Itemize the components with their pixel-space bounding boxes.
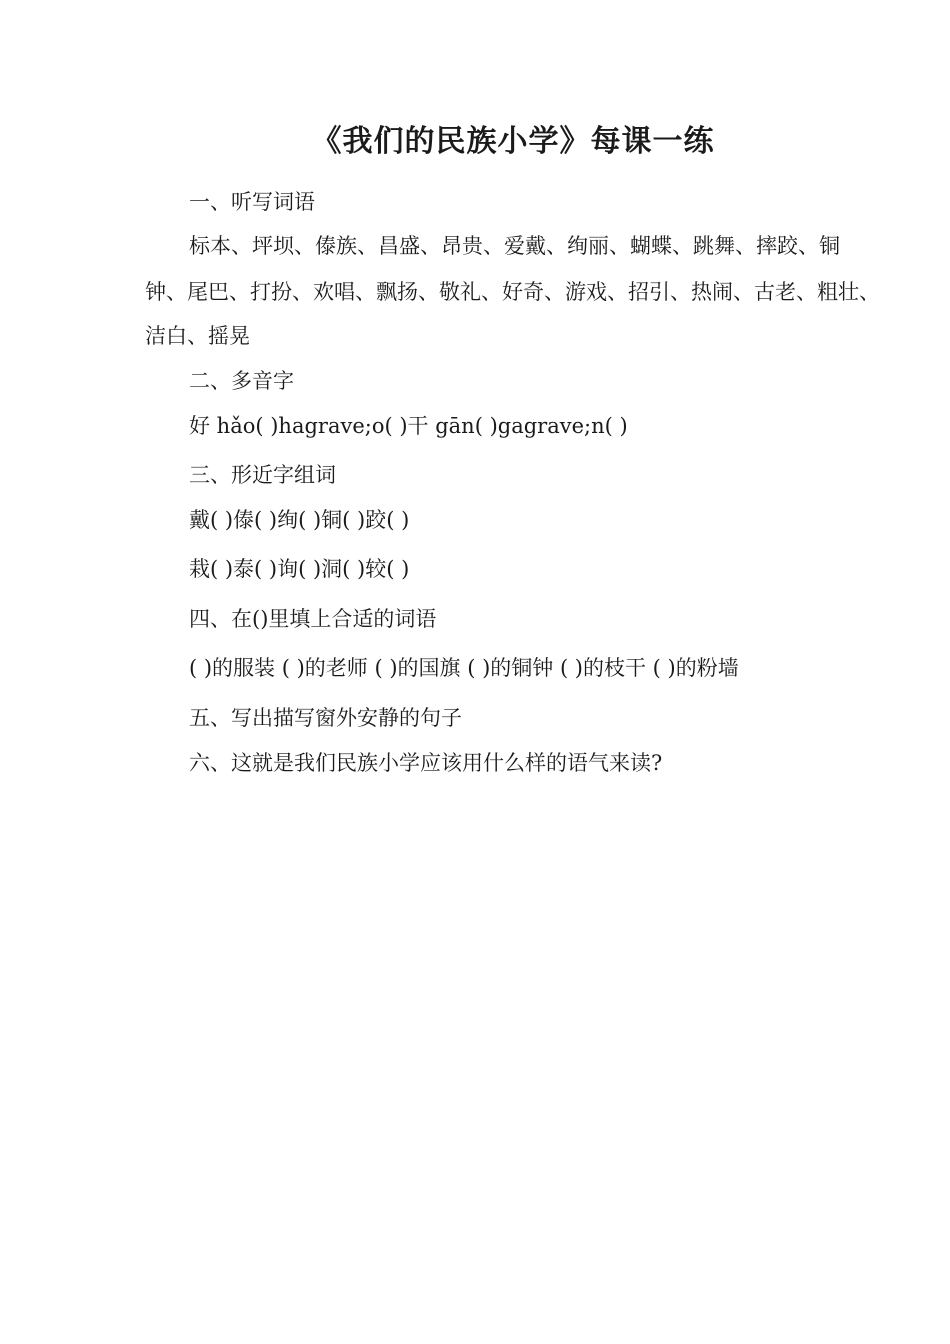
section-1-words-line-3: 洁白、摇晃 [145, 324, 250, 348]
section-3-char-line-1: 戴( )傣( )绚( )铜( )跤( ) [189, 508, 410, 532]
section-4-fill-line: ( )的服装 ( )的老师 ( )的国旗 ( )的铜钟 ( )的枝干 ( )的粉墙 [189, 656, 739, 680]
section-1-heading: 一、听写词语 [189, 190, 315, 214]
section-4-heading: 四、在()里填上合适的词语 [189, 607, 437, 631]
section-3-heading: 三、形近字组词 [189, 463, 336, 487]
section-1-words-line-2: 钟、尾巴、打扮、欢唱、飘扬、敬礼、好奇、游戏、招引、热闹、古老、粗壮、 [145, 280, 880, 304]
section-6-heading: 六、这就是我们民族小学应该用什么样的语气来读? [189, 751, 663, 775]
section-3-char-line-2: 栽( )泰( )询( )洞( )较( ) [189, 557, 410, 581]
section-5-heading: 五、写出描写窗外安静的句子 [189, 706, 462, 730]
document-title: 《我们的民族小学》每课一练 [311, 124, 715, 159]
section-2-polyphone-line: 好 hǎo( )hagrave;o( )干 gān( )gagrave;n( ) [189, 414, 628, 438]
section-1-words-line-1: 标本、坪坝、傣族、昌盛、昂贵、爱戴、绚丽、蝴蝶、跳舞、摔跤、铜 [189, 234, 840, 258]
section-2-heading: 二、多音字 [189, 369, 294, 393]
